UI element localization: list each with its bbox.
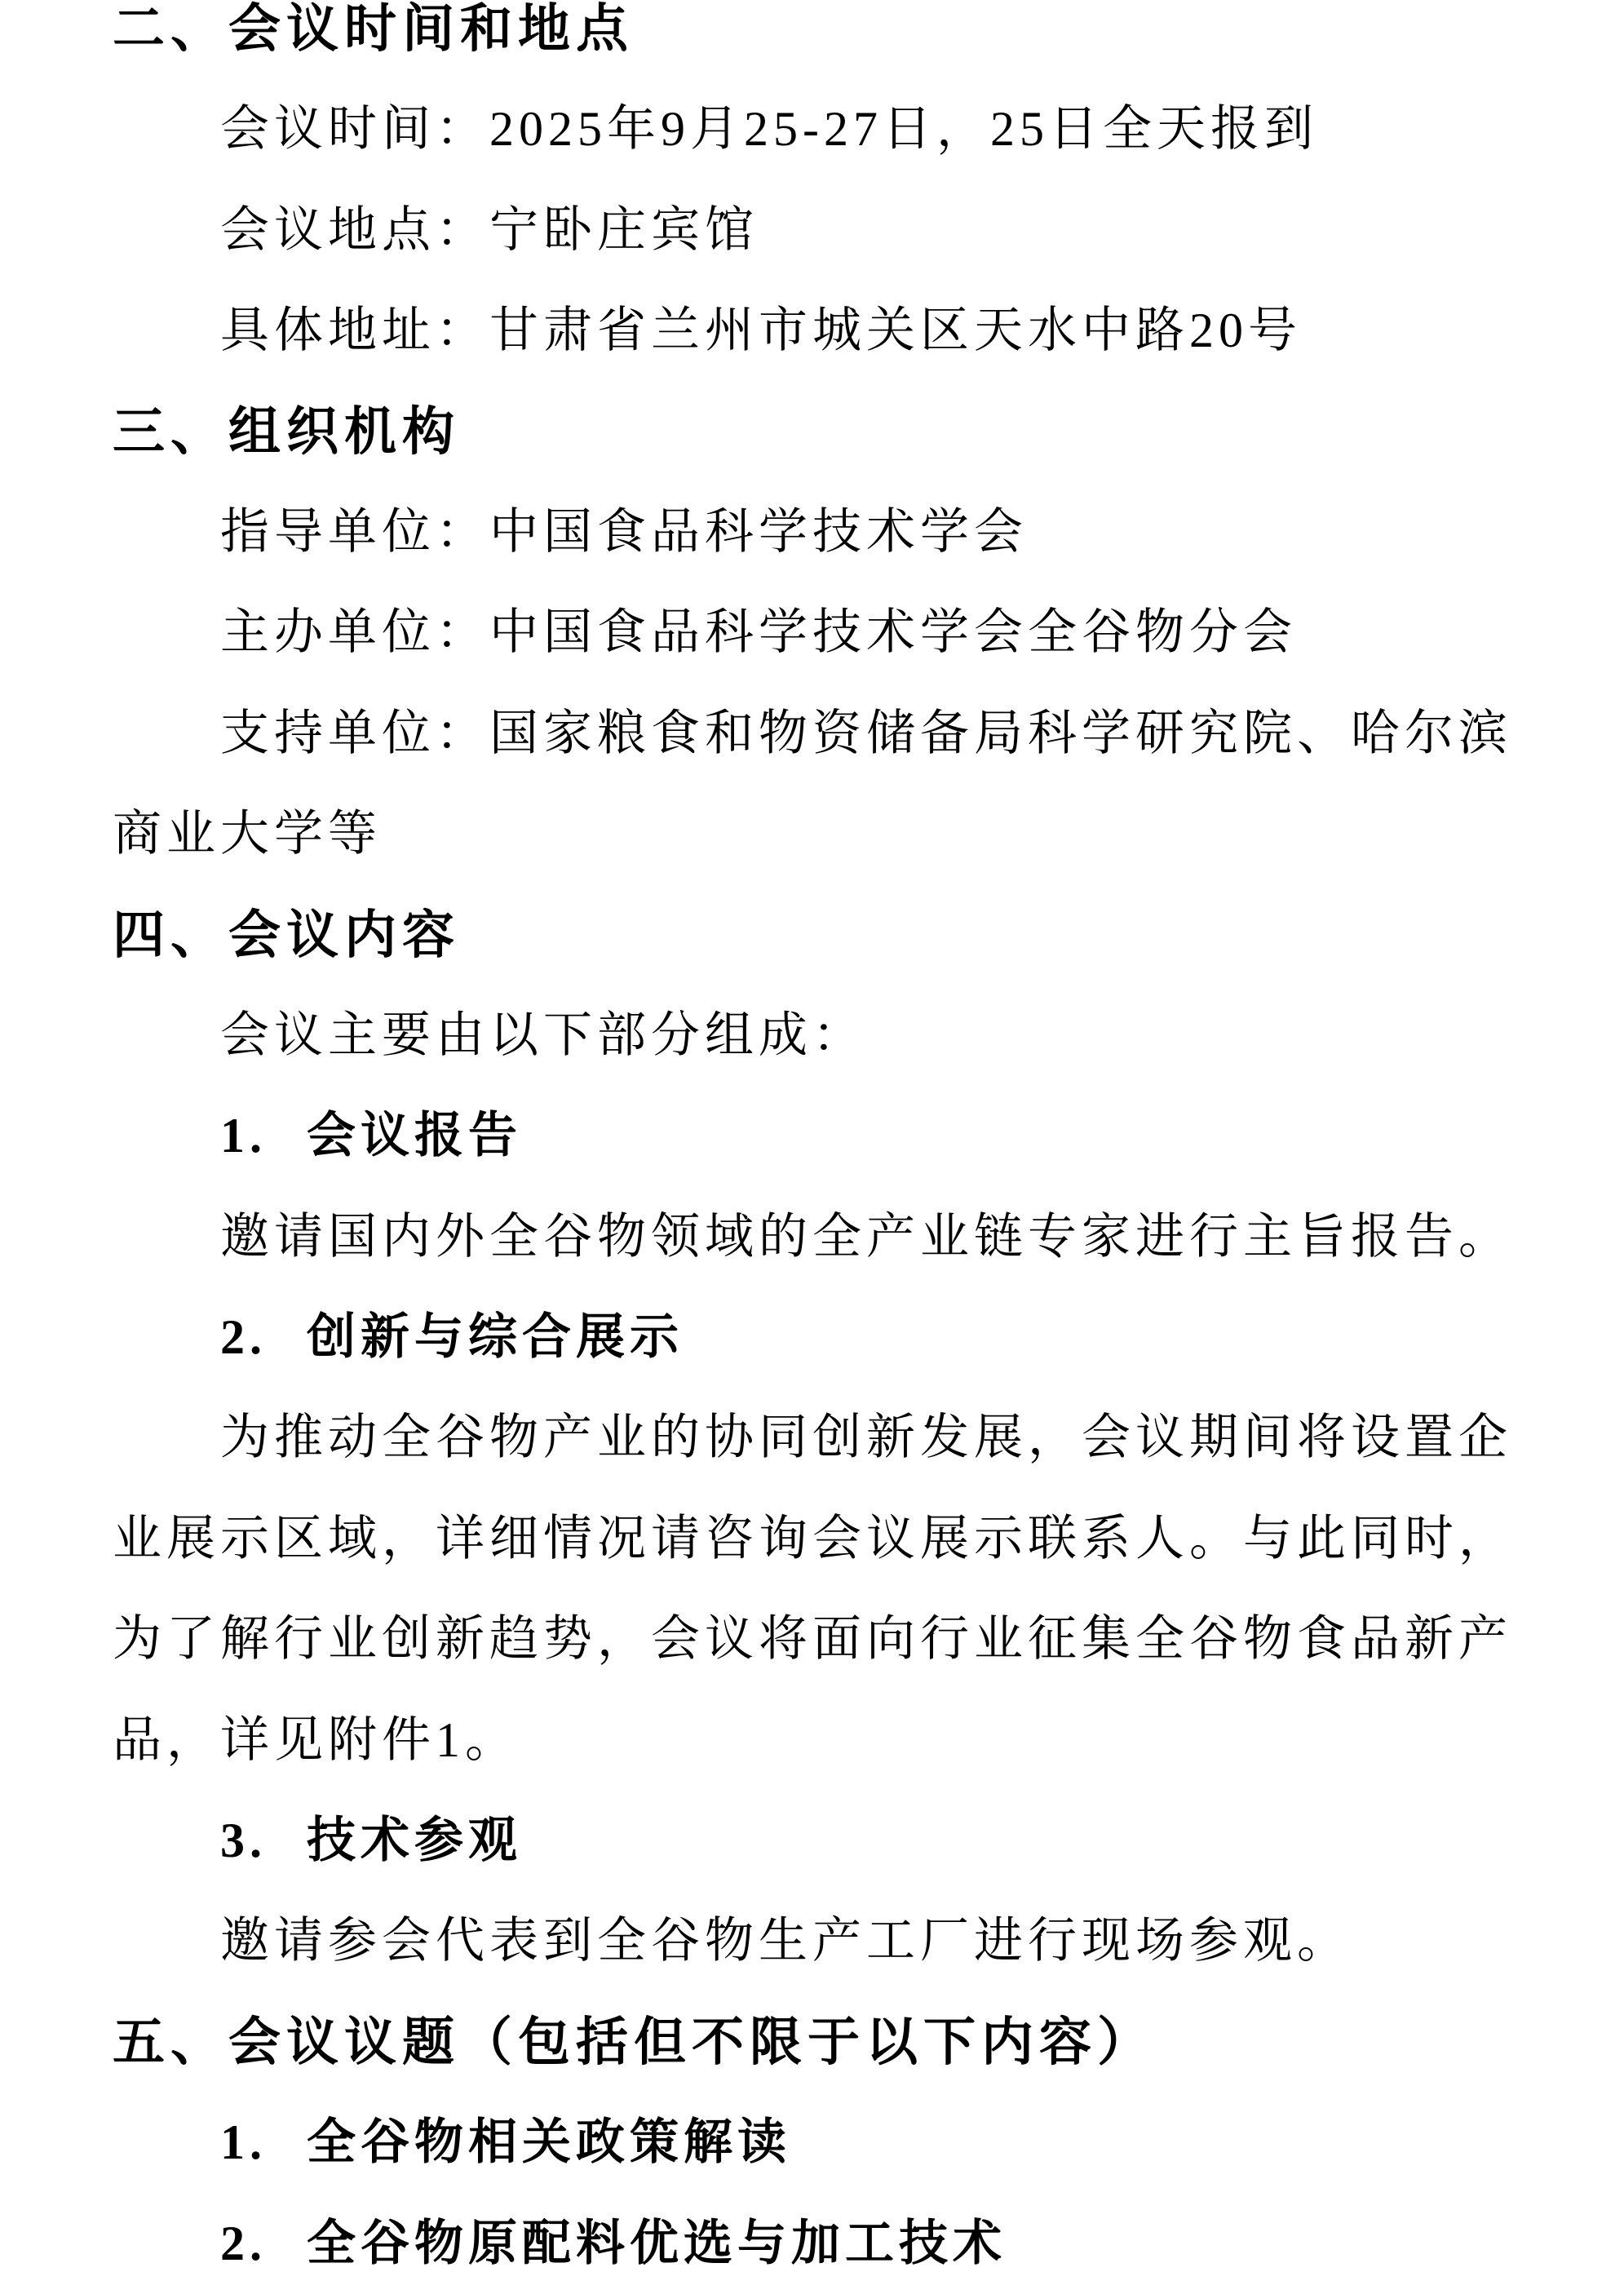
- item-1-title: 1. 会议报告: [220, 1109, 522, 1163]
- guidance-unit-line: 指导单位：中国食品科学技术学会: [220, 504, 1028, 559]
- topic-1-line: 1. 全谷物相关政策解读: [220, 2115, 791, 2170]
- meeting-venue-line: 会议地点：宁卧庄宾馆: [220, 202, 759, 257]
- section-4-heading: 四、会议内容: [113, 906, 460, 964]
- meeting-time-line: 会议时间：2025年9月25-27日，25日全天报到: [220, 102, 1318, 157]
- item-2-body-line-2: 业展示区域，详细情况请咨询会议展示联系人。与此同时，: [113, 1511, 1512, 1566]
- support-unit-line-2: 商业大学等: [113, 807, 382, 861]
- item-3-body-line: 邀请参会代表到全谷物生产工厂进行现场参观。: [220, 1914, 1351, 1968]
- content-intro-line: 会议主要由以下部分组成：: [220, 1008, 866, 1062]
- section-3-heading: 三、组织机构: [113, 402, 460, 461]
- item-2-body-line-4: 品，详见附件1。: [113, 1712, 519, 1767]
- item-1-body-line: 邀请国内外全谷物领域的全产业链专家进行主旨报告。: [220, 1209, 1512, 1264]
- item-2-title: 2. 创新与综合展示: [220, 1310, 684, 1365]
- section-5-heading: 五、会议议题（包括但不限于以下内容）: [113, 2013, 1155, 2071]
- topic-2-line: 2. 全谷物原配料优选与加工技术: [220, 2216, 1007, 2270]
- meeting-address-line: 具体地址：甘肃省兰州市城关区天水中路20号: [220, 303, 1302, 358]
- document-body: [113, 0, 1512, 2294]
- support-unit-line-1: 支持单位：国家粮食和物资储备局科学研究院、哈尔滨: [220, 706, 1512, 760]
- host-unit-line: 主办单位：中国食品科学技术学会全谷物分会: [220, 605, 1297, 660]
- item-2-body-line-1: 为推动全谷物产业的协同创新发展，会议期间将设置企: [220, 1410, 1512, 1465]
- section-2-heading: 二、会议时间和地点: [113, 0, 634, 58]
- item-2-body-line-3: 为了解行业创新趋势，会议将面向行业征集全谷物食品新产: [113, 1612, 1512, 1667]
- item-3-title: 3. 技术参观: [220, 1814, 522, 1868]
